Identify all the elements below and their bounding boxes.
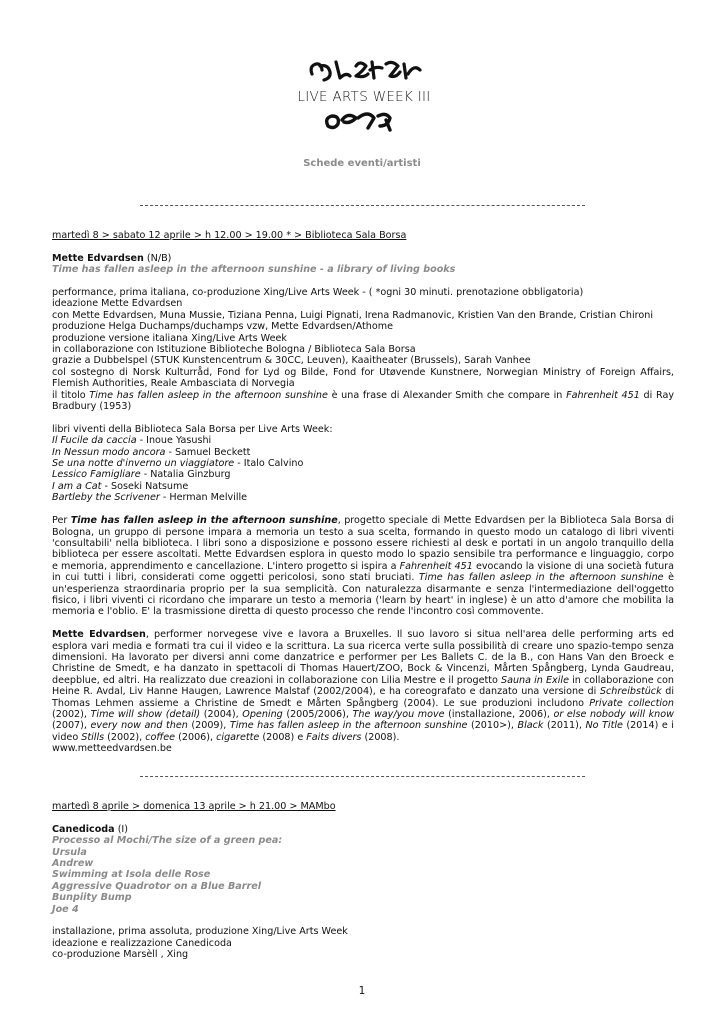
event-1-credit: con Mette Edvardsen, Muna Mussie, Tiziana Penna, Luigi Pignati, Irena Radmanovic, Kristien Van den Brande, Cristian Chironi: [52, 309, 654, 321]
event-2-work: Processo al Mochi/The size of a green pea:: [52, 835, 283, 847]
event-2-credit: co-produzione Marsèll , Xing: [52, 949, 189, 961]
event-2-section: [52, 801, 674, 961]
page-subtitle: Schede eventi/artisti: [303, 158, 421, 169]
event-1-credit: performance, prima italiana, co-produzione Xing/Live Arts Week - ( *ogni 30 minuti. prenotazione obbligatoria): [52, 287, 584, 298]
event-1-artist-origin: (N/B): [143, 252, 172, 264]
event-2-date-line: martedì 8 aprile > domenica 13 aprile > h 21.00 > MAMbo: [52, 801, 336, 812]
page-number: 1: [358, 985, 366, 997]
event-2-credit: installazione, prima assoluta, produzione Xing/Live Arts Week: [52, 926, 348, 938]
live-arts-week-logo: [290, 52, 438, 142]
event-2-artist-line: [52, 824, 674, 835]
event-1-artist-line: [52, 253, 674, 264]
artist-bio: Mette Edvardsen, performer norvegese vive e lavora a Bruxelles. Il suo lavoro si situa nell'area delle performing arts ed esplora vari media e formati tra cui il video e la scrittura. La sua ricerca verte sulla possibilità di creare uno spazio-tempo senza dimensioni. Ha lavorato per diversi anni come danzatrice e performer per Les Ballets C. de la B., con Hans Van den Broeck e Christine de Smedt, e ha danzato in spettacoli di Thomas Hauert/ZOO, Bock & Vincenzi, Mårten Spångberg, Lynda Gaudreau, deepblue, ed altri. Ha realizzato due creazioni in collaborazione con Lilia Mestre e il progetto Sauna in Exile in collaborazione con Heine R. Avdal, Liv Hanne Haugen, Lawrence Malstaf (2002/2004), e ha coreografato e danzato una versione di Schreibstück di Thomas Lehmen assieme a Christine de Smedt e Mårten Spångberg (2004). Le sue produzioni includono Private collection (2002), Time will show (detail) (2004), Opening (2005/2006), The way/you move (installazione, 2006), or else nobody will know (2007), every now and then (2009), Time has fallen asleep in the afternoon sunshine (2010>), Black (2011), No Title (2014) e i video Stills (2002), coffee (2006), cigarette (2008) e Faits divers (2008).: [52, 629, 674, 743]
book-item: Lessico Famigliare - Natalia Ginzburg: [52, 469, 231, 481]
event-1-description: Per Time has fallen asleep in the afternoon sunshine, progetto speciale di Mette Edvardsen per la Biblioteca Sala Borsa di Bologna, un gruppo di persone impara a memoria un testo a sua scelta, formando in questo modo un catalogo di libri viventi 'consultabili' nella biblioteca. I libri sono a disposizione e possono essere richiesti al desk e portati in un angolo tranquillo della biblioteca per essere ascoltati. Mette Edvardsen esplora in questo modo lo spazio sensibile tra performance e linguaggio, corpo e memoria, apprendimento e cancellazione. L'intero progetto si ispira a Fahrenheit 451 evocando la visione di una società futura in cui tutti i libri, considerati come oggetti pericolosi, sono stati bruciati. Time has fallen asleep in the afternoon sunshine è un'esperienza straordinaria proprio per la sua semplicità. Con naturalezza disarmante e senza l'intermediazione dell'oggetto fisico, i libri viventi ci ricordano che imparare un testo a memoria ('learn by heart' in inglese) è un atto d'amore che mobilita la memoria e l'oblio. E' la trasmissione diretta di questo processo che rende l'incontro così commovente.: [52, 515, 675, 618]
book-item: In Nessun modo ancora - Samuel Beckett: [52, 446, 251, 458]
event-2-work: Aggressive Quadrotor on a Blue Barrel: [52, 880, 262, 892]
book-item: Bartleby the Scrivener - Herman Melville: [52, 492, 248, 504]
event-2-credit: ideazione e realizzazione Canedicoda: [52, 937, 232, 949]
event-1-credit: produzione versione italiana Xing/Live Arts Week: [52, 332, 287, 344]
event-2-work: Bunpiity Bump: [52, 892, 132, 904]
event-1-credit: ideazione Mette Edvardsen: [52, 298, 183, 310]
event-2-work: Andrew: [52, 858, 94, 870]
event-1-credit: in collaborazione con Istituzione Biblioteche Bologna / Biblioteca Sala Borsa: [52, 344, 416, 356]
event-1-artist: Mette Edvardsen: [52, 252, 144, 264]
event-2-artist-origin: (I): [114, 823, 129, 835]
dashed-divider: [140, 776, 585, 777]
artist-website-link[interactable]: www.metteedvardsen.be: [52, 743, 172, 755]
book-item: I am a Cat - Soseki Natsume: [52, 480, 189, 492]
event-2-work: Swimming at Isola delle Rose: [52, 869, 211, 881]
books-intro: libri viventi della Biblioteca Sala Borsa per Live Arts Week:: [52, 423, 333, 435]
event-1-credit: produzione Helga Duchamps/duchamps vzw, Mette Edvardsen/Athome: [52, 321, 393, 333]
book-item: Il Fucile da caccia - Inoue Yasushi: [52, 435, 212, 447]
event-2-work: Joe 4: [52, 903, 79, 915]
event-1-credit: col sostegno di Norsk Kulturråd, Fond for Lyd og Bilde, Fond for Utøvende Kunstnere, Norwegian Ministry of Foreign Affairs, Flemish Authorities, Reale Ambasciata di Norvegia: [52, 366, 674, 390]
event-1-credit: grazie a Dubbelspel (STUK Kunstencentrum & 30CC, Leuven), Kaaitheater (Brussels), Sarah Vanhee: [52, 355, 531, 367]
event-1-work-title: Time has fallen asleep in the afternoon sunshine - a library of living books: [52, 264, 456, 276]
event-1-date-line: martedì 8 > sabato 12 aprile > h 12.00 > 19.00 * > Biblioteca Sala Borsa: [52, 230, 407, 241]
book-item: Se una notte d'inverno un viaggiatore - Italo Calvino: [52, 458, 304, 470]
logo-title: LIVE ARTS WEEK III: [297, 89, 431, 105]
event-2-work: Ursula: [52, 846, 87, 858]
event-1-title-note: il titolo Time has fallen asleep in the afternoon sunshine è una frase di Alexander Smith che compare in Fahrenheit 451 di Ray Bradbury (1953): [52, 389, 674, 413]
event-2-artist: Canedicoda: [52, 823, 115, 835]
dashed-divider: [140, 205, 585, 206]
event-1-section: [52, 230, 674, 755]
